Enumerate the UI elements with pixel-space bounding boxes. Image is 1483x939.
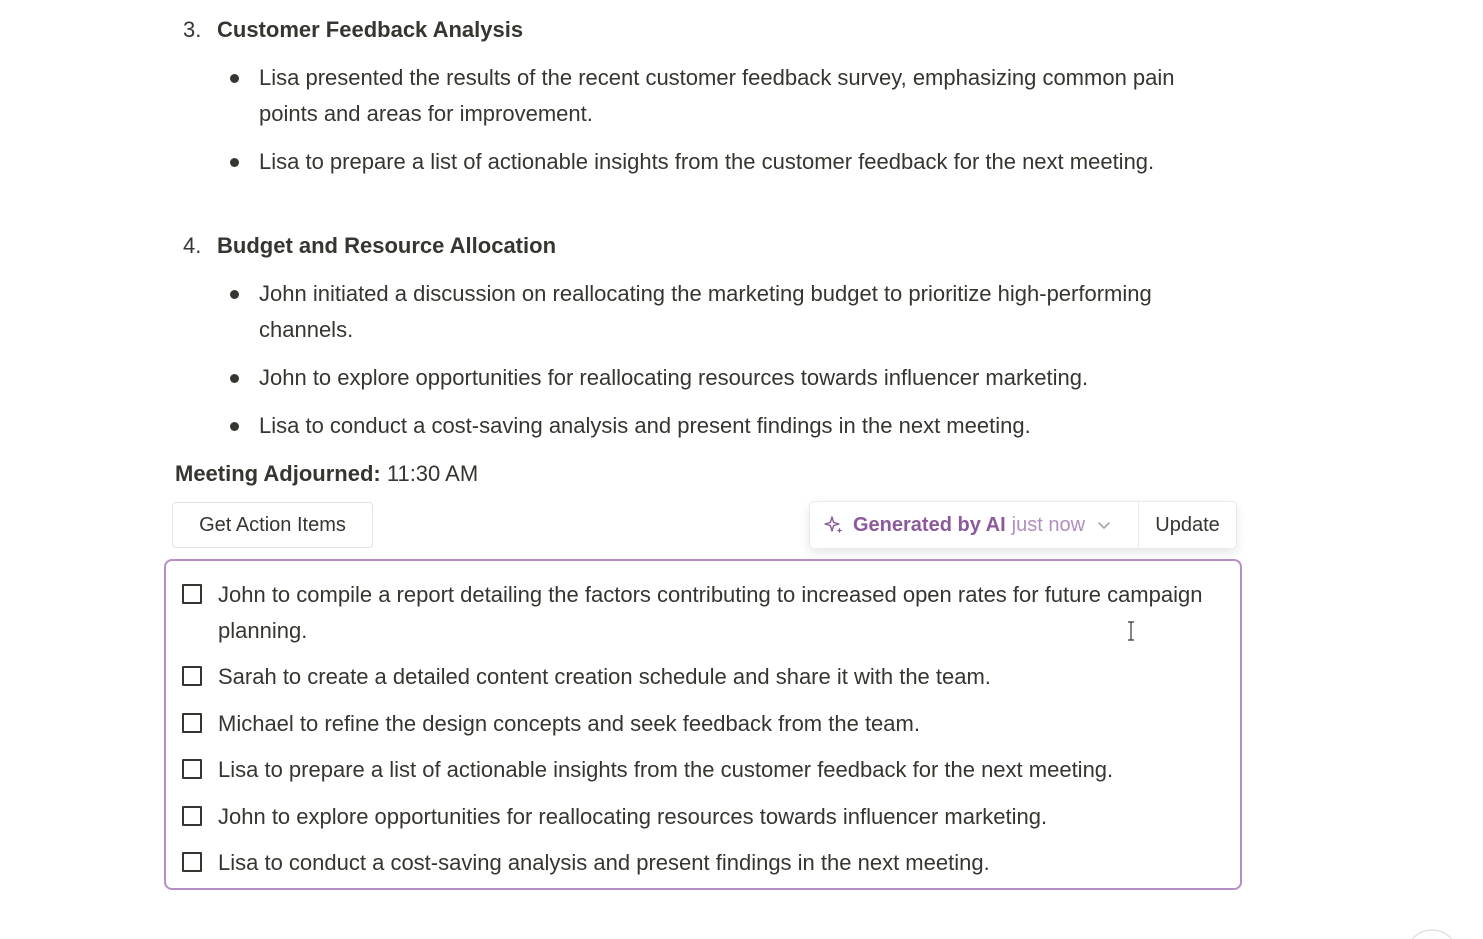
list-item-text: Lisa to conduct a cost-saving analysis and present findings in the next meeting. bbox=[259, 413, 1031, 438]
todo-item bbox=[182, 845, 1227, 881]
help-button-icon[interactable] bbox=[1402, 926, 1462, 939]
adjourned-label: Meeting Adjourned: bbox=[175, 461, 381, 486]
todo-checkbox[interactable] bbox=[182, 806, 202, 826]
todo-checkbox[interactable] bbox=[182, 584, 202, 604]
todo-item bbox=[182, 799, 1227, 835]
todo-item bbox=[182, 577, 1227, 649]
bullet-dot-icon bbox=[230, 158, 239, 167]
update-button[interactable]: Update bbox=[1155, 513, 1220, 536]
section-title: Budget and Resource Allocation bbox=[217, 233, 557, 258]
list-item bbox=[230, 360, 1230, 396]
list-item bbox=[230, 408, 1230, 444]
get-action-items-button[interactable]: Get Action Items bbox=[172, 502, 373, 548]
list-item bbox=[230, 60, 1230, 132]
list-item-text: John initiated a discussion on reallocating the marketing budget to prioritize high-performing channels. bbox=[259, 281, 1152, 342]
ai-generated-label: Generated by AI bbox=[853, 513, 1006, 536]
todo-text[interactable]: Michael to refine the design concepts and seek feedback from the team. bbox=[218, 711, 920, 736]
list-item-text: Lisa to prepare a list of actionable insights from the customer feedback for the next meeting. bbox=[259, 149, 1155, 174]
todo-checkbox[interactable] bbox=[182, 713, 202, 733]
section-heading-budget bbox=[183, 230, 556, 262]
ai-status-dropdown[interactable] bbox=[810, 502, 1139, 548]
sparkle-icon bbox=[824, 515, 844, 535]
list-item-text: Lisa presented the results of the recent customer feedback survey, emphasizing common pain points and areas for improvement. bbox=[259, 65, 1175, 126]
todo-text[interactable]: Lisa to conduct a cost-saving analysis and present findings in the next meeting. bbox=[218, 850, 990, 875]
ai-generation-bar bbox=[809, 501, 1237, 549]
bullet-dot-icon bbox=[230, 374, 239, 383]
todo-item bbox=[182, 752, 1227, 788]
bullet-dot-icon bbox=[230, 290, 239, 299]
adjourned-time: 11:30 AM bbox=[386, 461, 479, 486]
list-item bbox=[230, 144, 1230, 180]
text-cursor-icon bbox=[1126, 621, 1136, 641]
chevron-down-icon bbox=[1097, 518, 1111, 532]
bullet-dot-icon bbox=[230, 422, 239, 431]
todo-text[interactable]: John to compile a report detailing the factors contributing to increased open rates for future campaign planning. bbox=[218, 582, 1203, 643]
todo-checkbox[interactable] bbox=[182, 759, 202, 779]
todo-text[interactable]: John to explore opportunities for reallocating resources towards influencer marketing. bbox=[218, 804, 1048, 829]
action-items-box bbox=[164, 559, 1242, 890]
todo-checkbox[interactable] bbox=[182, 852, 202, 872]
ai-generated-time: just now bbox=[1011, 513, 1086, 536]
list-item bbox=[230, 276, 1230, 348]
section-number: 4. bbox=[183, 233, 202, 258]
todo-item bbox=[182, 659, 1227, 695]
section-heading-customer-feedback bbox=[183, 14, 523, 46]
todo-checkbox[interactable] bbox=[182, 666, 202, 686]
section-number: 3. bbox=[183, 17, 202, 42]
bullet-dot-icon bbox=[230, 74, 239, 83]
list-item-text: John to explore opportunities for reallocating resources towards influencer marketing. bbox=[259, 365, 1089, 390]
todo-text[interactable]: Sarah to create a detailed content creation schedule and share it with the team. bbox=[218, 664, 991, 689]
meeting-adjourned bbox=[175, 458, 478, 490]
todo-item bbox=[182, 706, 1227, 742]
section-title: Customer Feedback Analysis bbox=[217, 17, 524, 42]
todo-text[interactable]: Lisa to prepare a list of actionable insights from the customer feedback for the next meeting. bbox=[218, 757, 1114, 782]
